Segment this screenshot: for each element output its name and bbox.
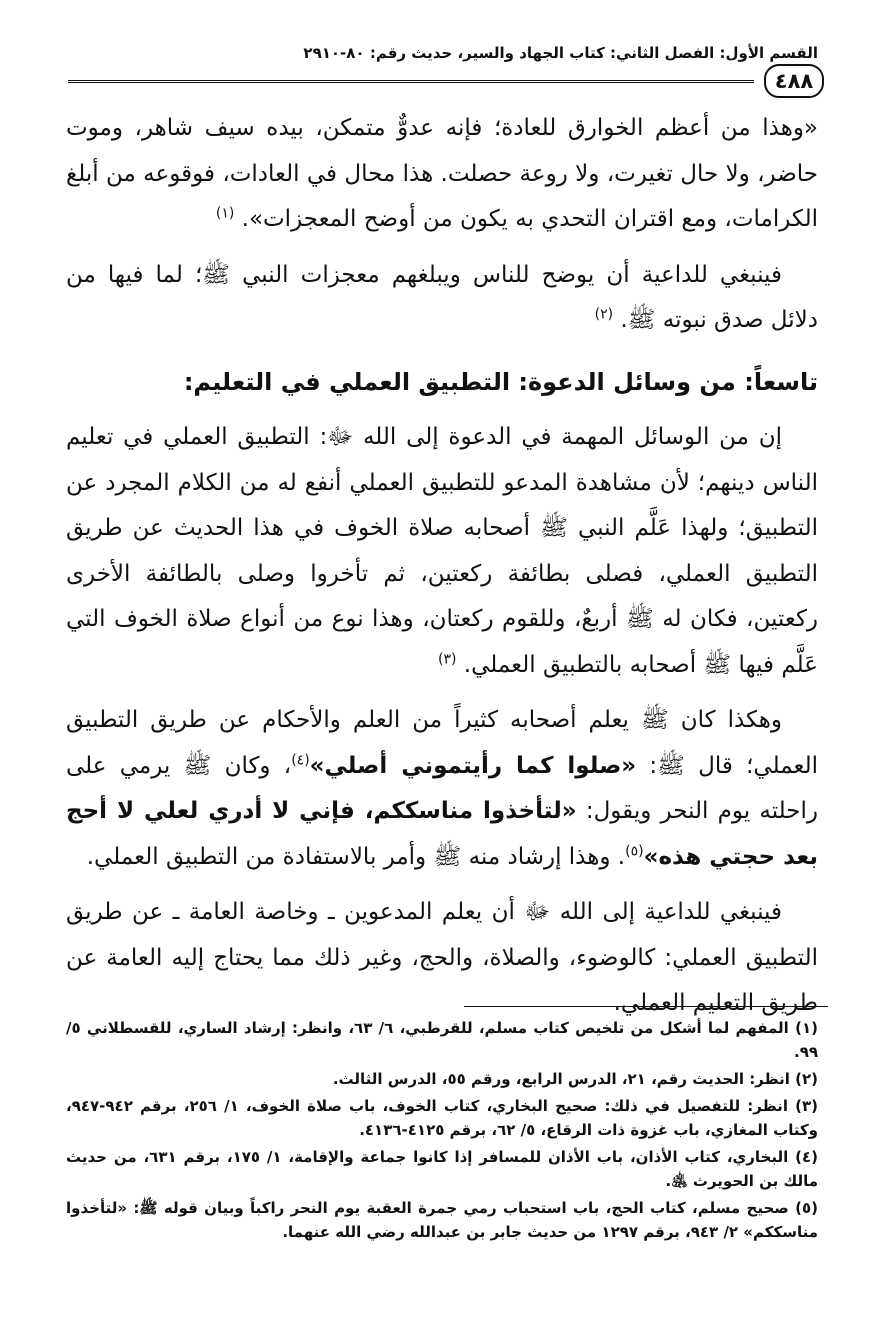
footnote-1: (١) المفهم لما أشكل من تلخيص كتاب مسلم، للقرطبي، ٦/ ٦٣، وانظر: إرشاد الساري، للقسطلاني ٥/ ٩٩. [66,1019,818,1061]
footnote-ref-2: (٢) [594,306,614,323]
paragraph-1 [66,106,818,243]
section-heading: تاسعاً: من وسائل الدعوة: التطبيق العملي في التعليم: [183,367,818,396]
hadith-quote-1: «صلوا كما رأيتموني أصلي» [309,752,637,779]
paragraph-1-text: «وهذا من أعظم الخوارق للعادة؛ فإنه عدوٌّ متمكن، بيده سيف شاهر، وموت حاضر، ولا حال تغيرت، ولا روعة حصلت. هذا محال في العادات، فوقوعه من أبلغ الكرامات، ومع اقتران التحدي به يكون من أوضح المعجزات». [66,115,818,232]
footnote-ref-1: (١) [215,205,235,222]
paragraph-4 [66,698,818,880]
paragraph-4-text-c: . وهذا إرشاد منه ﷺ وأمر بالاستفادة من التطبيق العملي. [86,843,626,870]
footnote-ref-4: (٤) [291,751,310,768]
footnote-ref-5: (٥) [625,842,644,859]
footnote-4: (٤) البخاري، كتاب الأذان، باب الأذان للمسافر إذا كانوا جماعة والإقامة، ١/ ١٧٥، برقم ٦٣١، من حديث مالك بن الحويرث ﵁. [66,1148,818,1190]
footnote-5: (٥) صحيح مسلم، كتاب الحج، باب استحباب رمي جمرة العقبة يوم النحر راكباً وبيان قوله ﷺ: «لتأخذوا مناسككم» ٢/ ٩٤٣، برقم ١٢٩٧ من حديث جابر بن عبدالله رضي الله عنهما. [66,1199,818,1241]
paragraph-5: فينبغي للداعية إلى الله ﷻ أن يعلم المدعوين ـ وخاصة العامة ـ عن طريق التطبيق العملي: كالوضوء، والصلاة، والحج، وغير ذلك مما يحتاج إليه العامة عن طريق التعليم العملي. [66,899,818,1016]
main-text [66,106,818,1037]
footnote-2: (٢) انظر: الحديث رقم، ٢١، الدرس الرابع، ورقم ٥٥، الدرس الثالث. [332,1070,818,1088]
paragraph-2 [66,253,818,344]
footnote-separator [464,1006,828,1007]
paragraph-3 [66,415,818,688]
paragraph-2-text: فينبغي للداعية أن يوضح للناس ويبلغهم معجزات النبي ﷺ؛ لما فيها من دلائل صدق نبوته ﷺ. [66,261,818,333]
paragraph-4-text-b: ، وكان ﷺ يرمي على راحلته يوم النحر ويقول: [66,752,819,824]
running-header: القسم الأول: الفصل الثاني: كتاب الجهاد والسير، حديث رقم: ٨٠-٢٩١٠ [303,44,818,62]
page-number-badge: ٤٨٨ [764,64,824,98]
header-rule [68,80,754,83]
paragraph-3-text: إن من الوسائل المهمة في الدعوة إلى الله ﷻ: التطبيق العملي في تعليم الناس دينهم؛ لأن مشاهدة المدعو للتطبيق العملي أنفع له من الكلام المجرد عن التطبيق؛ ولهذا عَلَّم النبي ﷺ أصحابه صلاة الخوف في هذا الحديث عن طريق التطبيق العملي، فصلى بطائفة ركعتين، ثم تأخروا وصلى بالطائفة الأخرى ركعتين، فكان له ﷺ أربعٌ، وللقوم ركعتان، وهذا نوع من أنواع صلاة الخوف التي عَلَّم فيها ﷺ أصحابه بالتطبيق العملي. [66,424,818,678]
footnote-3: (٣) انظر: للتفصيل في ذلك: صحيح البخاري، كتاب الخوف، باب صلاة الخوف، ١/ ٢٥٦، برقم ٩٤٢-٩٤٧، وكتاب المغازي، باب غزوة ذات الرقاع، ٥/ ٦٢، برقم ٤١٢٥-٤١٣٦. [66,1097,818,1139]
hadith-quote-2: «لتأخذوا مناسككم، فإني لا أدري لعلي لا أحج بعد حجتي هذه» [66,798,818,870]
paragraph-4-text-a: وهكذا كان ﷺ يعلم أصحابه كثيراً من العلم والأحكام عن طريق التطبيق العملي؛ قال ﷺ: [66,707,819,779]
footnote-ref-3: (٣) [438,650,457,667]
footnotes [66,1016,818,1247]
